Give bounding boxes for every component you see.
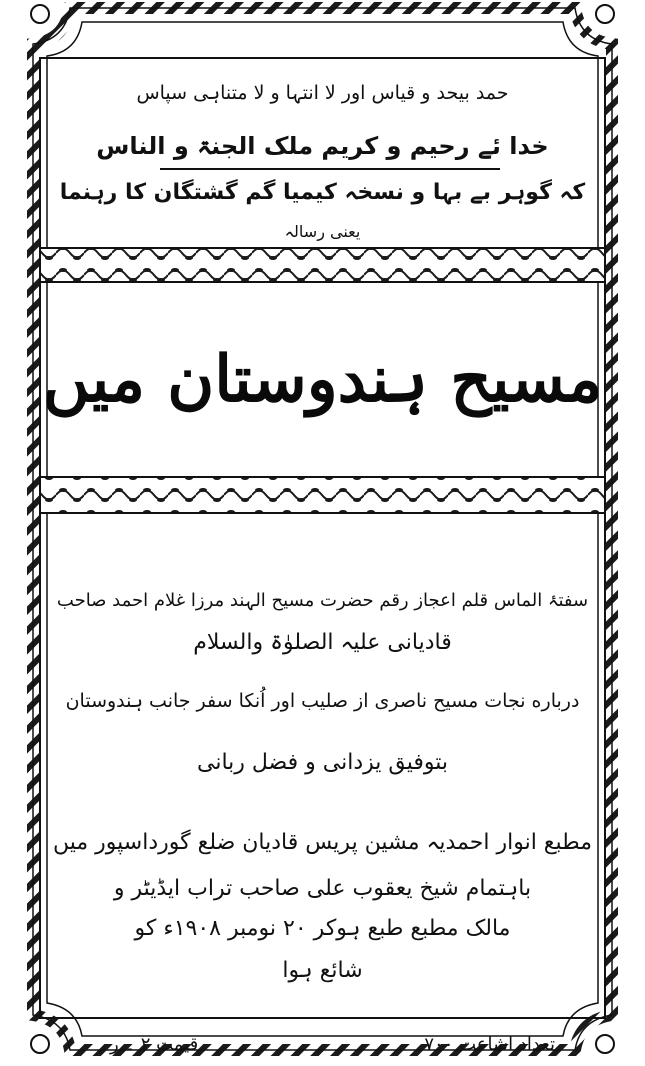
publisher-line-2: باہتمام شیخ یعقوب علی صاحب تراب ایڈیٹر و (113, 876, 532, 901)
header-line-2: خدا ئے رحیم و کریم ملک الجنۃ و الناس (96, 132, 549, 160)
header-line-3: کہ گوہر بے بہا و نسخہ کیمیا گم گشتگان کا رہنما (59, 180, 586, 205)
header-underline (160, 168, 500, 170)
header-line-1: حمد بیحد و قیاس اور لا انتہا و لا متناہی سپاس (136, 82, 509, 104)
book-title: مسیح ہندوستان میں (42, 342, 603, 417)
publisher-line-4: شائع ہوا (282, 958, 363, 983)
blessing-line: بتوفیق یزدانی و فضل ربانی (196, 750, 449, 775)
header-line-4: یعنی رسالہ (284, 222, 361, 241)
print-run: تعداد اشاعت ۷۰۰ (424, 1034, 555, 1055)
subject-line: درباره نجات مسیح ناصری از صلیب اور اُنکا سفر جانب ہندوستان (65, 690, 580, 712)
price: قیمت ۲ ۔ ر (110, 1034, 199, 1055)
author-line-1: سفتۂ الماس قلم اعجاز رقم حضرت مسیح الہند مرزا غلام احمد صاحب (56, 590, 589, 611)
publisher-line-1: مطبع انوار احمدیہ مشین پریس قادیان ضلع گورداسپور میں (53, 830, 592, 855)
publisher-line-3: مالک مطبع طبع ہوکر ۲۰ نومبر ۱۹۰۸ء کو (134, 916, 511, 941)
author-line-2: قادیانی علیہ الصلوٰۃ والسلام (193, 630, 452, 655)
